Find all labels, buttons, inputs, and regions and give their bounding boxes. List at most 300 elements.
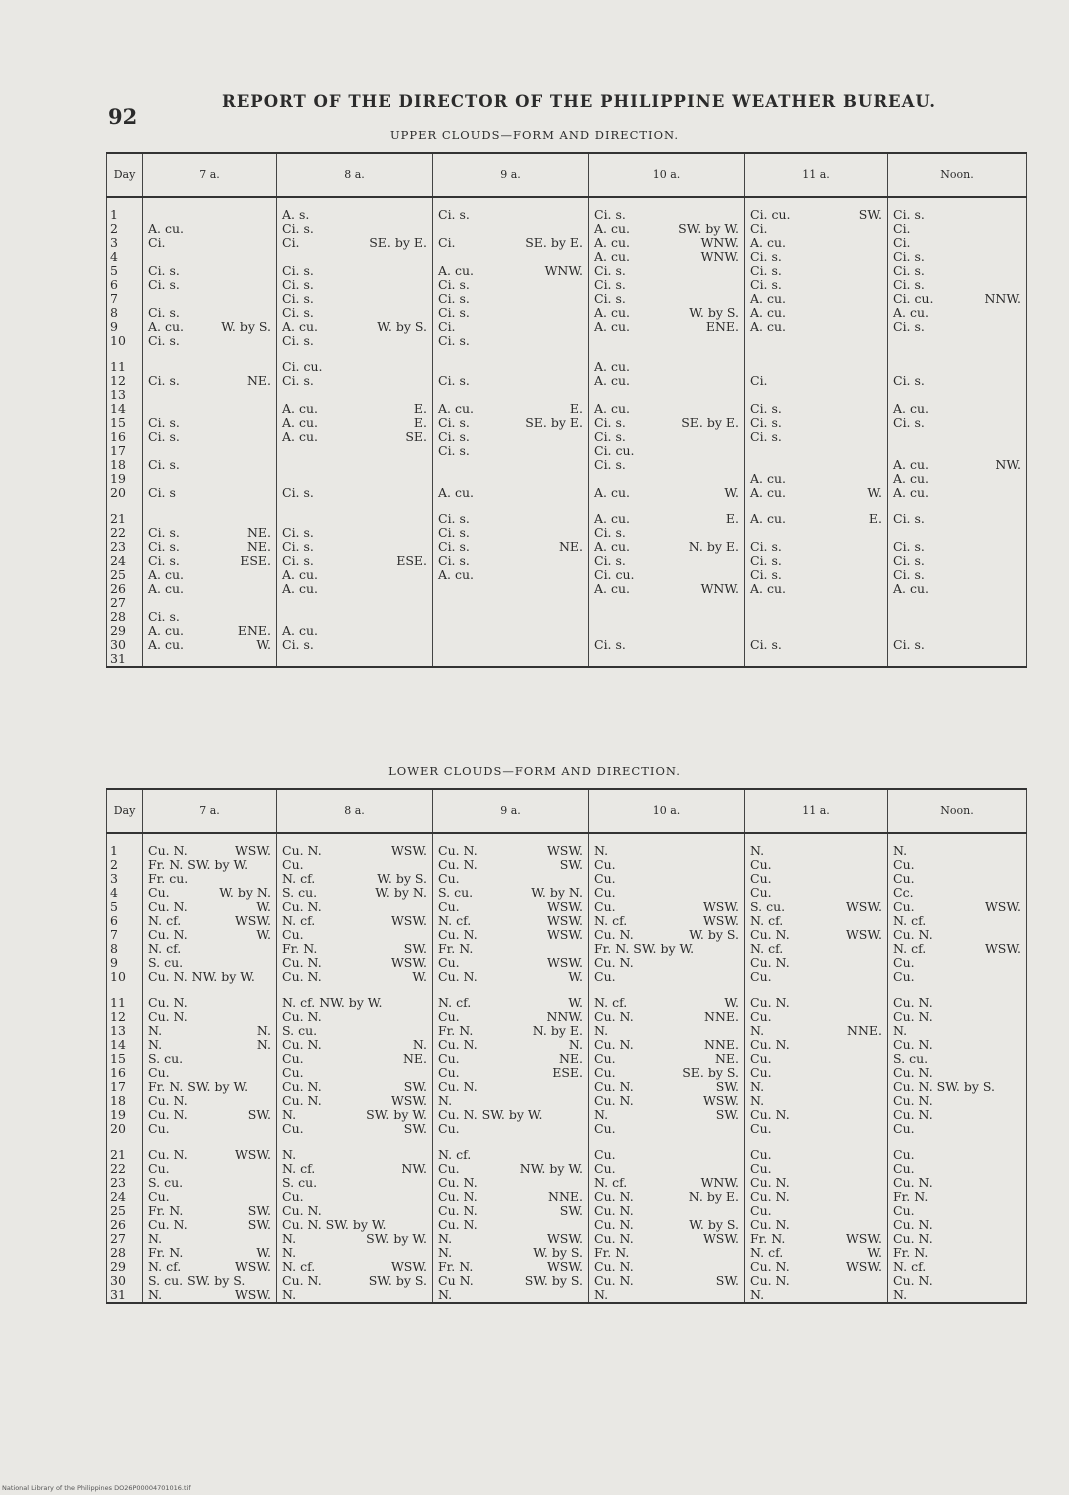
cloud-entry [893, 858, 1021, 872]
cloud-direction: WSW. [845, 1231, 882, 1246]
cloud-entry [750, 292, 882, 306]
cloud-form: Ci. cu. [282, 359, 323, 374]
cloud-direction: WSW. [984, 941, 1021, 956]
cloud-form: Ci. s. [438, 525, 470, 540]
day-number: 2 [110, 857, 118, 872]
cloud-form: Cu. N. [750, 1175, 790, 1190]
cloud-form: Cu. [594, 899, 616, 914]
cloud-form: Cu. N. [438, 1037, 478, 1052]
day-number: 18 [110, 1093, 126, 1108]
cloud-entry [750, 970, 882, 984]
cloud-entry [594, 914, 739, 928]
cloud-form: Cu. [893, 955, 915, 970]
cloud-entry [750, 1108, 882, 1122]
day-number: 23 [110, 539, 126, 554]
cloud-form: Cu. [594, 871, 616, 886]
cloud-entry [148, 1148, 271, 1162]
cloud-direction: WNW. [700, 235, 739, 250]
cloud-form: Ci. s. [282, 333, 314, 348]
cloud-form: Ci. s. [594, 525, 626, 540]
cloud-entry [438, 430, 583, 444]
upper-day-column [107, 197, 143, 667]
cloud-direction: WSW. [234, 1287, 271, 1302]
cloud-direction: WSW. [234, 1147, 271, 1162]
cloud-entry [594, 526, 739, 540]
cloud-form: Cu. [893, 1121, 915, 1136]
cloud-entry [282, 1288, 427, 1302]
cloud-direction: WSW. [546, 1259, 583, 1274]
cloud-entry [750, 858, 882, 872]
cloud-entry [438, 292, 583, 306]
cloud-form: A. cu. [594, 373, 630, 388]
cloud-direction: SE. by E. [369, 235, 427, 250]
cloud-entry [893, 872, 1021, 886]
cloud-direction: N. [568, 1037, 583, 1052]
cloud-direction: WSW. [984, 899, 1021, 914]
cloud-form: Ci. s. [594, 457, 626, 472]
cloud-direction: SW. [247, 1203, 271, 1218]
cloud-direction: W. [256, 637, 271, 652]
cloud-direction: SW. by S. [524, 1273, 583, 1288]
cloud-entry [893, 486, 1021, 500]
cloud-entry [148, 458, 271, 472]
cloud-entry [282, 928, 427, 942]
cloud-form: Cu. N. [594, 1079, 634, 1094]
cloud-form: Fr. N. SW. by W. [148, 857, 249, 872]
day-number: 14 [110, 401, 126, 416]
cloud-entry [750, 610, 882, 624]
cloud-form: N. [750, 843, 765, 858]
cloud-entry [750, 264, 882, 278]
cloud-form: Cu. [148, 1189, 170, 1204]
cloud-direction: SW. [858, 207, 882, 222]
lower-column-8a [277, 833, 433, 1303]
cloud-entry [148, 638, 271, 652]
cloud-form: A. cu. [893, 401, 929, 416]
cloud-entry [282, 540, 427, 554]
scan-footer-note: National Library of the Philippines DO26P00004701016.tif [2, 1484, 191, 1492]
cloud-entry [750, 554, 882, 568]
cloud-entry [594, 638, 739, 652]
cloud-form: Ci. s. [893, 539, 925, 554]
cloud-entry [594, 844, 739, 858]
cloud-entry [438, 1038, 583, 1052]
cloud-form: Cu. N. [594, 1273, 634, 1288]
day-number: 30 [110, 637, 126, 652]
cloud-entry [438, 1190, 583, 1204]
cloud-entry [438, 472, 583, 486]
cloud-direction: WSW. [546, 927, 583, 942]
cloud-direction: NNE. [847, 1023, 882, 1038]
cloud-entry [282, 208, 427, 222]
cloud-form: S. cu. [282, 1175, 318, 1190]
cloud-form: Cu. [438, 1065, 460, 1080]
cloud-entry [594, 334, 739, 348]
cloud-form: N. [750, 1023, 765, 1038]
cloud-form: Cu. [893, 1203, 915, 1218]
cloud-entry [438, 1274, 583, 1288]
cloud-form: Ci. s. [594, 429, 626, 444]
day-number: 25 [110, 567, 126, 582]
cloud-entry [148, 610, 271, 624]
cloud-form: N. [893, 1287, 908, 1302]
cloud-entry [438, 942, 583, 956]
cloud-entry [750, 1038, 882, 1052]
cloud-entry [893, 306, 1021, 320]
cloud-entry [148, 1232, 271, 1246]
cloud-entry [594, 1260, 739, 1274]
day-number: 23 [110, 1175, 126, 1190]
cloud-form: N. cf. [438, 995, 472, 1010]
cloud-entry [148, 222, 271, 236]
cloud-direction: N. [256, 1023, 271, 1038]
cloud-entry [148, 1080, 271, 1094]
cloud-form: Cu. N. [893, 1009, 933, 1024]
cloud-direction: W. [724, 995, 739, 1010]
day-number: 26 [110, 581, 126, 596]
cloud-entry [594, 208, 739, 222]
cloud-entry [148, 1094, 271, 1108]
cloud-entry [750, 900, 882, 914]
cloud-direction: NW. [995, 457, 1021, 472]
cloud-entry [893, 360, 1021, 374]
cloud-form: Ci. s. [893, 511, 925, 526]
cloud-form: Cu. N. NW. by W. [148, 969, 255, 984]
day-number: 21 [110, 511, 126, 526]
cloud-entry [148, 1038, 271, 1052]
cloud-form: Cu. N. [438, 857, 478, 872]
cloud-entry [438, 624, 583, 638]
cloud-form: Cu. [594, 1051, 616, 1066]
cloud-form: Ci. [438, 235, 456, 250]
cloud-direction: NNE. [704, 1009, 739, 1024]
day-number: 17 [110, 443, 126, 458]
cloud-entry [750, 236, 882, 250]
cloud-form: Cu. N. SW. by W. [282, 1217, 387, 1232]
cloud-form: Cu. [893, 969, 915, 984]
cloud-entry [148, 858, 271, 872]
cloud-form: Cu. [594, 1065, 616, 1080]
lower-header-10a: 10 a. [589, 789, 745, 833]
cloud-form: Cu. [594, 1147, 616, 1162]
cloud-form: Ci. s. [750, 263, 782, 278]
day-number: 15 [110, 415, 126, 430]
day-number: 13 [110, 387, 126, 402]
cloud-direction: SW. by S. [368, 1273, 427, 1288]
cloud-entry [438, 858, 583, 872]
cloud-form: A. cu. [594, 249, 630, 264]
cloud-entry [893, 250, 1021, 264]
cloud-entry [438, 458, 583, 472]
cloud-entry [893, 1246, 1021, 1260]
cloud-entry [750, 872, 882, 886]
cloud-form: Cu. N. [438, 843, 478, 858]
cloud-entry [594, 886, 739, 900]
cloud-entry [893, 444, 1021, 458]
cloud-form: Ci. s. [438, 539, 470, 554]
day-number: 19 [110, 1107, 126, 1122]
cloud-entry [750, 1274, 882, 1288]
cloud-entry [893, 1080, 1021, 1094]
cloud-entry [438, 374, 583, 388]
cloud-entry [438, 956, 583, 970]
cloud-form: Cu. [750, 871, 772, 886]
cloud-entry [750, 1218, 882, 1232]
cloud-form: Ci. s. [893, 207, 925, 222]
upper-column-11a [745, 197, 888, 667]
cloud-form: Ci. s. [438, 333, 470, 348]
day-number: 7 [110, 927, 118, 942]
upper-column-noon [888, 197, 1027, 667]
cloud-entry [594, 250, 739, 264]
cloud-entry [282, 458, 427, 472]
cloud-entry [148, 928, 271, 942]
cloud-form: Cu. [148, 1065, 170, 1080]
cloud-form: Cu. N. [893, 995, 933, 1010]
cloud-entry [594, 1246, 739, 1260]
cloud-form: Ci. s. [594, 277, 626, 292]
cloud-entry [750, 208, 882, 222]
cloud-form: Cu. N. [282, 1203, 322, 1218]
day-number: 6 [110, 277, 118, 292]
cloud-entry [893, 596, 1021, 610]
cloud-entry [148, 360, 271, 374]
cloud-entry [148, 844, 271, 858]
cloud-entry [750, 458, 882, 472]
cloud-form: A. cu. [282, 623, 318, 638]
cloud-form: Cu. [148, 885, 170, 900]
cloud-direction: W. by S. [689, 927, 739, 942]
cloud-form: Cu. [750, 1161, 772, 1176]
cloud-direction: NE. [714, 1051, 739, 1066]
cloud-entry [594, 1024, 739, 1038]
cloud-entry [148, 1010, 271, 1024]
cloud-entry [893, 568, 1021, 582]
cloud-form: Ci. s. [594, 637, 626, 652]
cloud-form: A. cu. [148, 637, 184, 652]
cloud-entry [893, 512, 1021, 526]
cloud-direction: W. [867, 485, 882, 500]
cloud-form: N. cf. [750, 913, 784, 928]
cloud-entry [282, 388, 427, 402]
cloud-entry [750, 942, 882, 956]
cloud-entry [594, 1066, 739, 1080]
cloud-direction: WSW. [845, 927, 882, 942]
cloud-form: Ci. s. [282, 291, 314, 306]
cloud-entry [594, 1094, 739, 1108]
cloud-entry [750, 430, 882, 444]
cloud-direction: W. by S. [689, 1217, 739, 1232]
cloud-form: A. cu. [750, 305, 786, 320]
cloud-form: A. cu. [594, 221, 630, 236]
cloud-form: Ci. s. [893, 277, 925, 292]
cloud-entry [750, 886, 882, 900]
cloud-form: N. [282, 1231, 297, 1246]
cloud-entry [594, 1176, 739, 1190]
cloud-form: Cu. N. [438, 1203, 478, 1218]
cloud-form: N. cf. [282, 871, 316, 886]
cloud-entry [282, 554, 427, 568]
cloud-form: N. [893, 843, 908, 858]
cloud-entry [148, 512, 271, 526]
cloud-entry [282, 292, 427, 306]
day-number: 20 [110, 1121, 126, 1136]
cloud-direction: W. by S. [533, 1245, 583, 1260]
lower-day-column [107, 833, 143, 1303]
cloud-entry [282, 250, 427, 264]
cloud-entry [282, 1038, 427, 1052]
cloud-entry [893, 1190, 1021, 1204]
cloud-entry [594, 554, 739, 568]
cloud-entry [148, 236, 271, 250]
cloud-entry [282, 624, 427, 638]
day-number: 9 [110, 319, 118, 334]
cloud-form: N. cf. NW. by W. [282, 995, 383, 1010]
cloud-direction: W. [568, 995, 583, 1010]
day-number: 1 [110, 843, 118, 858]
cloud-form: Cu. N. [148, 1009, 188, 1024]
day-number: 1 [110, 207, 118, 222]
cloud-entry [148, 320, 271, 334]
cloud-form: Cu. N. [750, 995, 790, 1010]
cloud-form: Fr. N. [282, 941, 318, 956]
cloud-form: Cu. N. [282, 1037, 322, 1052]
cloud-direction: WSW. [702, 1093, 739, 1108]
cloud-direction: WSW. [845, 899, 882, 914]
cloud-form: N. [750, 1093, 765, 1108]
day-number: 6 [110, 913, 118, 928]
cloud-direction: NNE. [548, 1189, 583, 1204]
cloud-direction: WSW. [546, 1231, 583, 1246]
cloud-entry [438, 1080, 583, 1094]
cloud-entry [750, 1052, 882, 1066]
cloud-entry [893, 1260, 1021, 1274]
cloud-form: A. cu. [594, 319, 630, 334]
cloud-entry [282, 1246, 427, 1260]
cloud-entry [282, 416, 427, 430]
cloud-form: Cu. N. [594, 1093, 634, 1108]
cloud-entry [750, 540, 882, 554]
upper-header-10a: 10 a. [589, 153, 745, 197]
cloud-form: Cu. N. [893, 1093, 933, 1108]
cloud-entry [594, 1218, 739, 1232]
cloud-direction: W. [568, 969, 583, 984]
cloud-entry [893, 388, 1021, 402]
cloud-direction: WSW. [546, 913, 583, 928]
cloud-direction: NE. [246, 525, 271, 540]
cloud-form: Cu. [594, 857, 616, 872]
cloud-form: S. cu. SW. by S. [148, 1273, 246, 1288]
cloud-entry [438, 540, 583, 554]
day-number: 3 [110, 235, 118, 250]
cloud-form: A. cu. [594, 359, 630, 374]
cloud-direction: NE. [558, 539, 583, 554]
cloud-entry [282, 264, 427, 278]
cloud-entry [893, 1218, 1021, 1232]
cloud-form: Fr. N. [893, 1189, 929, 1204]
cloud-entry [750, 526, 882, 540]
cloud-entry [893, 1122, 1021, 1136]
cloud-form: Ci. s. [594, 553, 626, 568]
cloud-form: Cu. N. [438, 969, 478, 984]
cloud-form: Ci. s. [594, 263, 626, 278]
day-number: 5 [110, 899, 118, 914]
cloud-form: S. cu. [148, 1051, 184, 1066]
cloud-form: N. [594, 843, 609, 858]
cloud-direction: E. [413, 415, 427, 430]
cloud-entry [893, 320, 1021, 334]
cloud-entry [282, 596, 427, 610]
cloud-entry [148, 388, 271, 402]
cloud-form: Ci. s. [282, 277, 314, 292]
day-number: 17 [110, 1079, 126, 1094]
cloud-entry [750, 638, 882, 652]
cloud-entry [893, 1148, 1021, 1162]
cloud-form: N. cf. [282, 1161, 316, 1176]
cloud-form: Fr. N. [438, 941, 474, 956]
cloud-entry [438, 886, 583, 900]
cloud-entry [893, 1162, 1021, 1176]
cloud-entry [893, 334, 1021, 348]
cloud-form: Ci. s. [148, 305, 180, 320]
cloud-entry [594, 596, 739, 610]
cloud-entry [893, 1108, 1021, 1122]
cloud-entry [148, 444, 271, 458]
cloud-entry [148, 264, 271, 278]
cloud-entry [282, 306, 427, 320]
cloud-entry [893, 1010, 1021, 1024]
cloud-entry [282, 914, 427, 928]
cloud-form: N. cf. [282, 913, 316, 928]
cloud-direction: W. by S. [377, 319, 427, 334]
cloud-direction: NW. [401, 1161, 427, 1176]
day-number: 21 [110, 1147, 126, 1162]
cloud-form: A. s. [282, 207, 310, 222]
cloud-form: N. [893, 1023, 908, 1038]
cloud-entry [438, 222, 583, 236]
cloud-form: N. cf. [438, 1147, 472, 1162]
day-number: 28 [110, 609, 126, 624]
cloud-entry [438, 1148, 583, 1162]
cloud-form: Ci. s. [750, 415, 782, 430]
cloud-entry [282, 1232, 427, 1246]
upper-header-day: Day [107, 153, 143, 197]
upper-header-11a: 11 a. [745, 153, 888, 197]
cloud-entry [893, 236, 1021, 250]
cloud-form: Cu. N. [594, 927, 634, 942]
page-number: 92 [108, 104, 138, 129]
cloud-entry [893, 928, 1021, 942]
cloud-entry [594, 264, 739, 278]
cloud-entry [594, 306, 739, 320]
cloud-form: A. cu. [282, 567, 318, 582]
cloud-form: Ci. s. [893, 415, 925, 430]
cloud-direction: W. by N. [219, 885, 271, 900]
cloud-form: Cu. N. [594, 1037, 634, 1052]
cloud-form: N. cf. [750, 1245, 784, 1260]
cloud-direction: SW. by W. [366, 1231, 427, 1246]
cloud-entry [438, 596, 583, 610]
cloud-entry [148, 486, 271, 500]
day-number: 2 [110, 221, 118, 236]
cloud-form: Ci. s. [148, 373, 180, 388]
upper-header-8a: 8 a. [277, 153, 433, 197]
cloud-entry [750, 582, 882, 596]
cloud-form: A. cu. [750, 319, 786, 334]
cloud-entry [750, 1024, 882, 1038]
cloud-direction: W. [412, 969, 427, 984]
lower-clouds-table [106, 788, 1027, 1304]
